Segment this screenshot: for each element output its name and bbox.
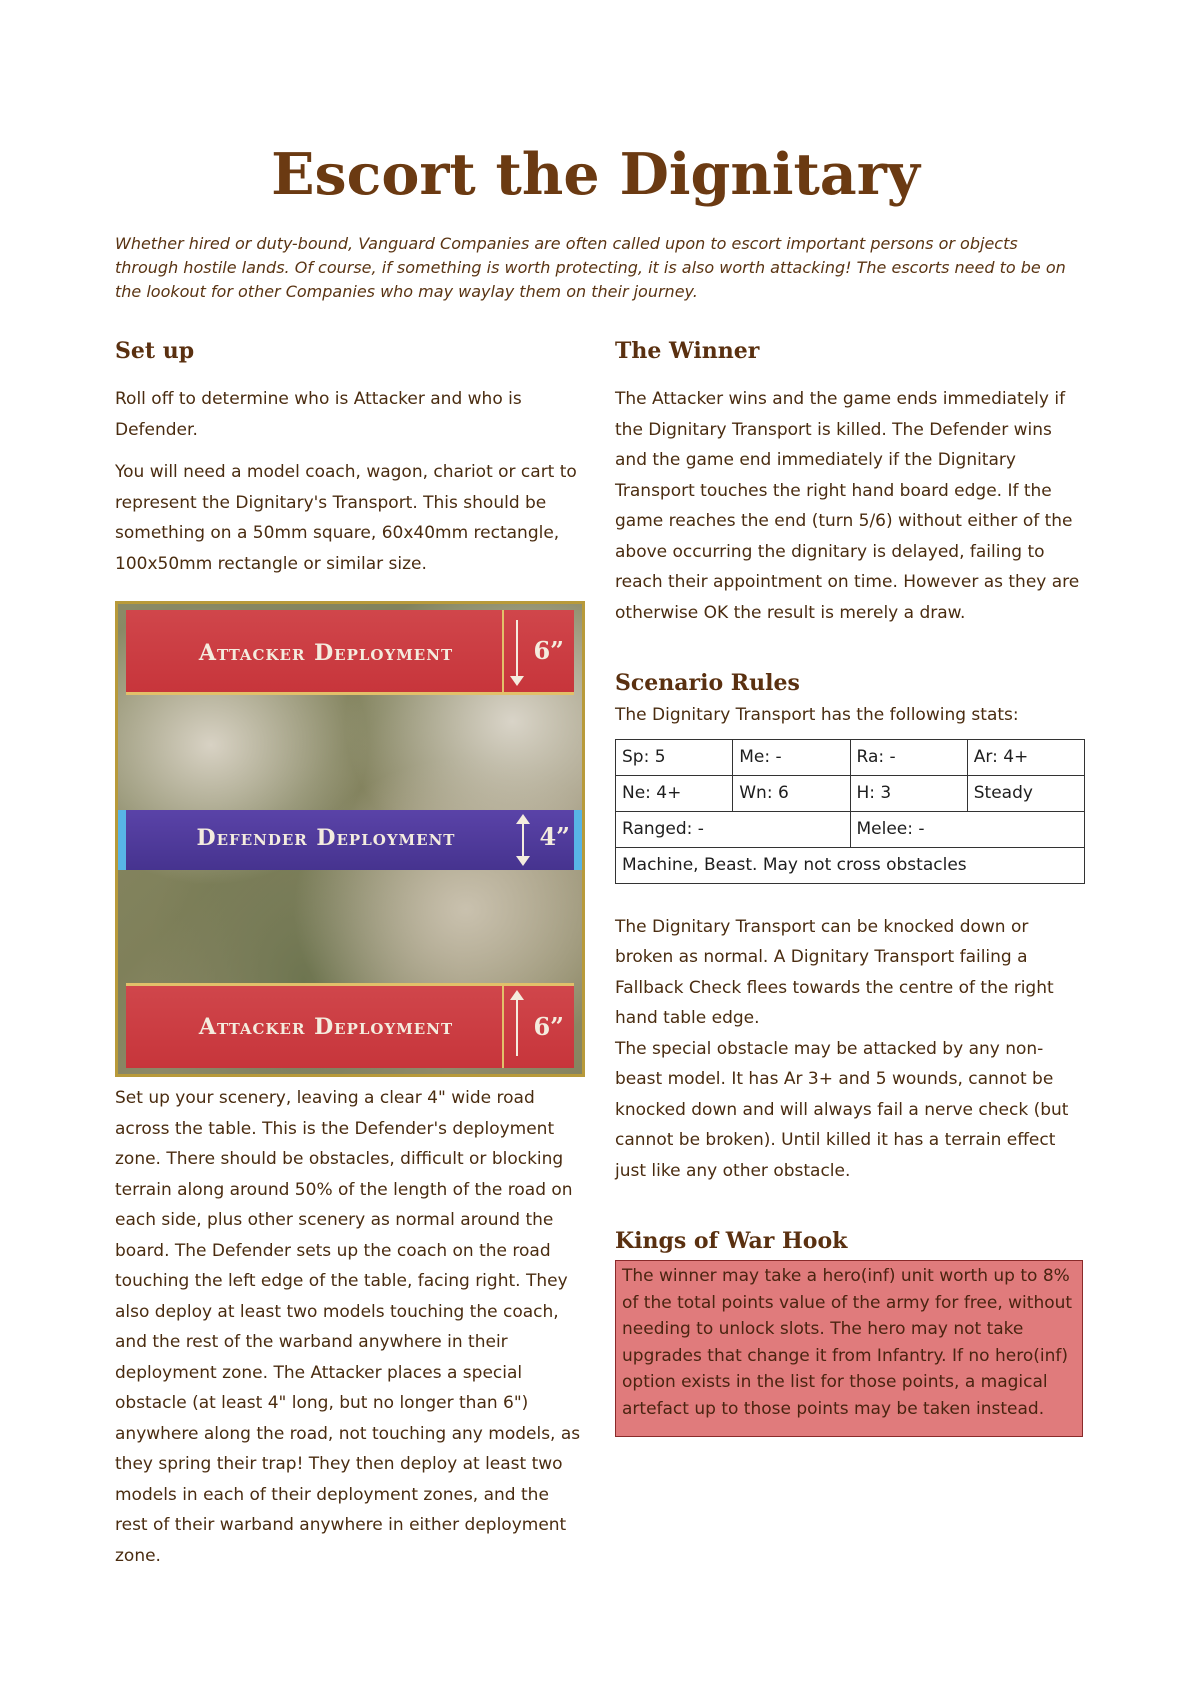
double-arrow-icon — [522, 816, 524, 864]
setup-heading: Set up — [115, 338, 195, 364]
stat-nerve: Ne: 4+ — [616, 775, 733, 811]
deployment-map — [115, 601, 585, 1077]
stat-speed: Sp: 5 — [616, 739, 733, 775]
setup-paragraph-1: Roll off to determine who is Attacker and who is Defender. — [115, 389, 522, 440]
attacker-deployment-bottom-distance: 6” — [533, 1012, 564, 1041]
winner-text: The Attacker wins and the game ends immediately if the Dignitary Transport is killed. The Defender wins and the game end immediately if the Dignitary Transport touches the right hand board edge. If the game reaches the end (turn 5/6) without either of the above occurring the dignitary is delayed, failing to reach their appointment on time. However as they are otherwise OK the result is merely a draw. — [615, 389, 1080, 623]
table-row — [616, 739, 1085, 775]
page-title: Escort the Dignitary — [271, 141, 920, 208]
arrow-up-icon — [516, 992, 518, 1056]
winner-heading: The Winner — [615, 338, 760, 364]
attacker-deployment-bottom — [126, 983, 574, 1068]
scenario-rules-lead: The Dignitary Transport has the following stats: — [615, 705, 1019, 725]
stat-wounds: Wn: 6 — [733, 775, 850, 811]
stat-armour: Ar: 4+ — [967, 739, 1084, 775]
kings-of-war-hook-heading: Kings of War Hook — [615, 1228, 848, 1254]
stat-melee: Me: - — [733, 739, 850, 775]
setup-paragraph-2: You will need a model coach, wagon, chariot or cart to represent the Dignitary's Transport. This should be something on a 50mm square, 60x40mm rectangle, 100x50mm rectangle or similar size. — [115, 462, 577, 574]
attacker-deployment-top-label: Attacker Deployment — [198, 640, 454, 666]
intro-text: Whether hired or duty-bound, Vanguard Companies are often called upon to escort important persons or objects through hostile lands. Of course, if something is worth protecting, it is also worth attacking! The escorts need to be on the lookout for other Companies who may waylay them on their journey. — [115, 234, 1066, 301]
table-row — [616, 811, 1085, 847]
defender-deployment-label: Defender Deployment — [196, 825, 456, 851]
scenario-rules-heading: Scenario Rules — [615, 670, 800, 696]
defender-deployment-distance: 4” — [539, 822, 570, 851]
scenario-rules-paragraph-1: The Dignitary Transport can be knocked down or broken as normal. A Dignitary Transport failing a Fallback Check flees towards the centre of the right hand table edge. — [615, 916, 1054, 1028]
right-column — [615, 336, 1085, 1437]
kings-of-war-hook-box: The winner may take a hero(inf) unit worth up to 8% of the total points value of the army for free, without needing to unlock slots. The hero may not take upgrades that change it from Infantry. If no hero(inf) option exists in the list for those points, a magical artefact up to those points may be taken instead. — [615, 1260, 1083, 1437]
stat-ranged-weapons: Ranged: - — [616, 811, 851, 847]
table-row — [616, 775, 1085, 811]
defender-deployment — [118, 810, 582, 870]
table-row — [616, 847, 1085, 883]
stat-steady: Steady — [967, 775, 1084, 811]
stat-keywords: Machine, Beast. May not cross obstacles — [616, 847, 1085, 883]
scenario-rules-paragraph-2: The special obstacle may be attacked by any non-beast model. It has Ar 3+ and 5 wounds, cannot be knocked down and will always fail a nerve check (but cannot be broken). Until killed it has a terrain effect just like any other obstacle. — [615, 1038, 1069, 1181]
stat-ranged: Ra: - — [850, 739, 967, 775]
attacker-deployment-bottom-label: Attacker Deployment — [198, 1014, 454, 1040]
setup-paragraph-3: Set up your scenery, leaving a clear 4" wide road across the table. This is the Defender's deployment zone. There should be obstacles, difficult or blocking terrain along around 50% of the length of the road on each side, plus other scenery as normal around the board. The Defender sets up the coach on the road touching the left edge of the table, facing right. They also deploy at least two models touching the coach, and the rest of the warband anywhere in their deployment zone. The Attacker places a special obstacle (at least 4" long, but no longer than 6") anywhere along the road, not touching any models, as they spring their trap! They then deploy at least two models in each of their deployment zones, and the rest of their warband anywhere in either deployment zone. — [115, 1088, 581, 1566]
band-divider — [502, 610, 504, 692]
transport-stats-table — [615, 739, 1085, 884]
attacker-deployment-top — [126, 610, 574, 695]
stat-melee-weapons: Melee: - — [850, 811, 1085, 847]
arrow-down-icon — [516, 620, 518, 684]
attacker-deployment-top-distance: 6” — [533, 636, 564, 665]
stat-height: H: 3 — [850, 775, 967, 811]
left-column — [115, 336, 585, 1571]
band-divider — [502, 986, 504, 1068]
